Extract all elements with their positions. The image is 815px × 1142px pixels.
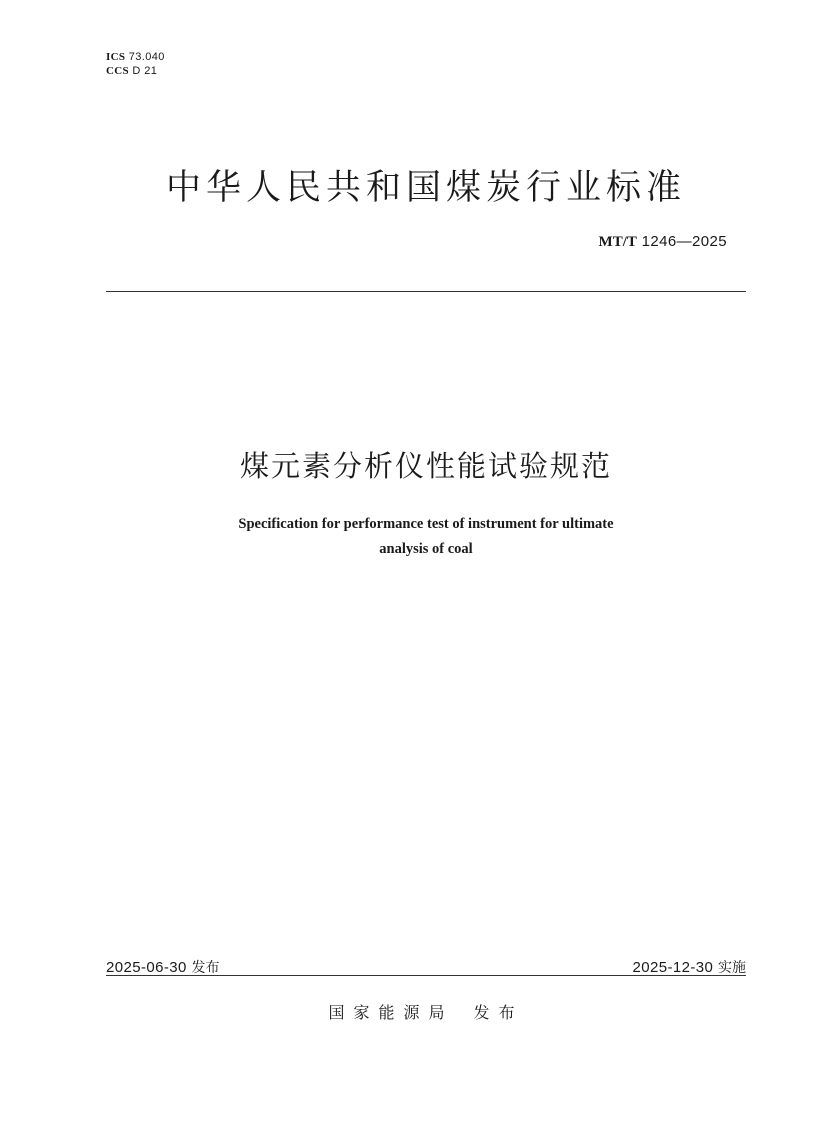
footer-divider: [106, 975, 746, 976]
header-divider: [106, 291, 746, 292]
ics-code: [106, 50, 165, 64]
classification-codes: [106, 50, 165, 78]
effective-date: [632, 957, 746, 977]
issuer-org: 国家能源局: [328, 1003, 454, 1022]
document-title-en: [106, 512, 746, 562]
issue-date-value: 2025-06-30: [106, 959, 187, 976]
standard-prefix: MT/T: [598, 234, 637, 250]
effective-date-label: 实施: [718, 960, 746, 976]
title-en-line1: Specification for performance test of instrument for ultimate: [238, 516, 614, 532]
issue-date: [106, 957, 220, 977]
effective-date-value: 2025-12-30: [632, 959, 714, 976]
document-title-cn: 煤元素分析仪性能试验规范: [239, 449, 612, 483]
ics-label: ICS: [106, 51, 126, 63]
ccs-value: D 21: [132, 65, 158, 77]
standard-category-title: 中华人民共和国煤炭行业标准: [165, 168, 686, 208]
ics-value: 73.040: [128, 51, 165, 63]
standard-number: [599, 232, 727, 251]
issue-date-label: 发布: [191, 960, 220, 976]
issuer-line: [106, 1000, 746, 1023]
standard-number-value: 1246—2025: [641, 233, 727, 250]
issuer-action: 发布: [473, 1003, 524, 1022]
ccs-code: [106, 64, 165, 78]
ccs-label: CCS: [106, 65, 129, 77]
title-en-line2: analysis of coal: [379, 541, 473, 557]
